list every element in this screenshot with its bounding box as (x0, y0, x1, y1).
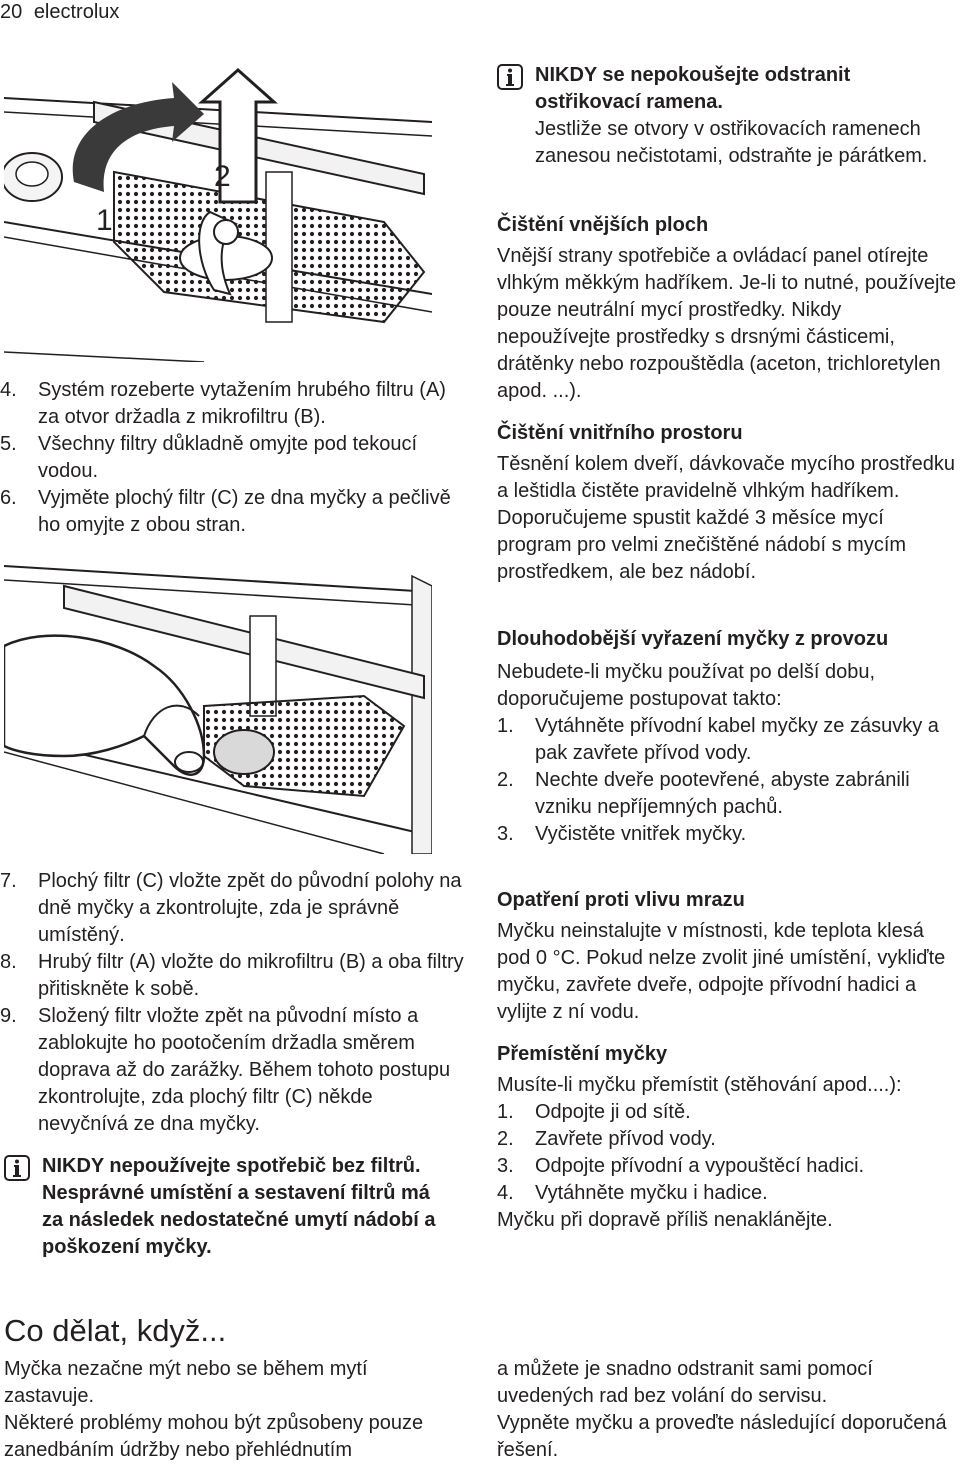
troubleshooting-text-left: Myčka nezačne mýt nebo se během mytí zastavuje. Některé problémy mohou být způsobeny pouze zanedbáním údržby nebo přehlédnutím (4, 1358, 424, 1461)
troubleshooting-heading: Co dělat, když... (4, 1313, 227, 1348)
section-long-term-shutdown (497, 626, 960, 848)
warning-note-spray-arms (497, 62, 960, 170)
section-heading: Čištění vnějších ploch (497, 214, 709, 236)
list-item: 5. Všechny filtry důkladně omyjte pod tekoucí vodou. (0, 433, 418, 482)
section-heading: Opatření proti vlivu mrazu (497, 889, 745, 911)
section-text: Těsnění kolem dveří, dávkovače mycího prostředku a leštidla čistěte pravidelně vlhkým hadříkem. (497, 453, 955, 502)
moving-steps-list (497, 1099, 960, 1207)
info-icon (4, 1155, 30, 1181)
shutdown-steps-list (497, 713, 960, 848)
list-item: 3. Vyčistěte vnitřek myčky. (497, 823, 747, 845)
arrow-1-label: 1 (96, 204, 113, 237)
list-item: 7. Plochý filtr (C) vložte zpět do původní polohy na dně myčky a zkontrolujte, zda je správně umístěný. (0, 870, 462, 946)
list-item: 4. Systém rozeberte vytažením hrubého filtru (A) za otvor držadla z mikrofiltru (B). (0, 379, 446, 428)
list-item: 9. Složený filtr vložte zpět na původní místo a zablokujte ho pootočením držadla směrem doprava až do zarážky. Během tohoto postupu zkontrolujte, zda plochý filtr (C) někde nevyčnívá ze dna myčky. (0, 1005, 451, 1135)
page-number: 20 (0, 1, 23, 23)
section-moving (497, 1041, 960, 1234)
section-text: Myčku při dopravě příliš nenaklánějte. (497, 1209, 833, 1231)
list-item: 4. Vytáhněte myčku i hadice. (497, 1182, 768, 1204)
note-bold-text: NIKDY se nepokoušejte odstranit ostřikovací ramena. (535, 64, 851, 113)
flat-filter-illustration (4, 556, 432, 854)
troubleshooting-text-right: a můžete je snadno odstranit sami pomocí uvedených rad bez volání do servisu. Vypněte myčku a proveďte následující doporučená řešení. (497, 1358, 947, 1461)
section-text: Doporučujeme spustit každé 3 měsíce mycí program pro velmi znečištěné nádobí s mycím prostředkem, ale bez nádobí. (497, 507, 907, 583)
section-heading: Přemístění myčky (497, 1043, 668, 1065)
section-text: Myčku neinstalujte v místnosti, kde teplota klesá pod 0 °C. Pokud nelze zvolit jiné umístění, vykliďte myčku, zavřete dveře, odpojte přívodní hadici a vylijte z ní vodu. (497, 920, 946, 1023)
arrow-2-label: 2 (214, 160, 231, 193)
list-item: 8. Hrubý filtr (A) vložte do mikrofiltru (B) a oba filtry přitiskněte k sobě. (0, 951, 464, 1000)
list-item: 1. Odpojte ji od sítě. (497, 1101, 691, 1123)
section-heading: Dlouhodobější vyřazení myčky z provozu (497, 628, 889, 650)
section-exterior-cleaning (497, 212, 960, 405)
page-header (0, 0, 119, 24)
section-interior-cleaning (497, 420, 960, 586)
steps-list-top (0, 377, 464, 539)
section-frost-protection (497, 887, 960, 1026)
filter-removal-illustration (4, 62, 432, 362)
section-text: Vnější strany spotřebiče a ovládací panel otírejte vlhkým měkkým hadříkem. Je-li to nutné, používejte pouze neutrální mycí prostředky. Nikdy nepoužívejte prostředky s drsnými částicemi, drátěnky nebo rozpouštědla (aceton, trichloretylen apod. ...). (497, 245, 957, 402)
list-item: 6. Vyjměte plochý filtr (C) ze dna myčky a pečlivě ho omyjte z obou stran. (0, 487, 451, 536)
steps-list-bottom (0, 868, 464, 1138)
section-text: Musíte-li myčku přemístit (stěhování apod....): (497, 1074, 902, 1096)
warning-note-filters (4, 1153, 456, 1261)
brand-name: electrolux (33, 1, 120, 23)
list-item: 2. Nechte dveře pootevřené, abyste zabránili vzniku nepříjemných pachů. (497, 769, 910, 818)
list-item: 1. Vytáhněte přívodní kabel myčky ze zásuvky a pak zavřete přívod vody. (497, 715, 939, 764)
section-heading: Čištění vnitřního prostoru (497, 422, 743, 444)
note-bold-text: NIKDY nepoužívejte spotřebič bez filtrů. Nesprávné umístění a sestavení filtrů má za následek nedostatečné umytí nádobí a poškození myčky. (42, 1155, 436, 1258)
note-body-text: Jestliže se otvory v ostřikovacích ramenech zanesou nečistotami, odstraňte je párátkem. (535, 118, 928, 167)
info-icon (497, 64, 523, 90)
section-text: Nebudete-li myčku používat po delší dobu, doporučujeme postupovat takto: (497, 661, 875, 710)
list-item: 2. Zavřete přívod vody. (497, 1128, 716, 1150)
list-item: 3. Odpojte přívodní a vypouštěcí hadici. (497, 1155, 865, 1177)
